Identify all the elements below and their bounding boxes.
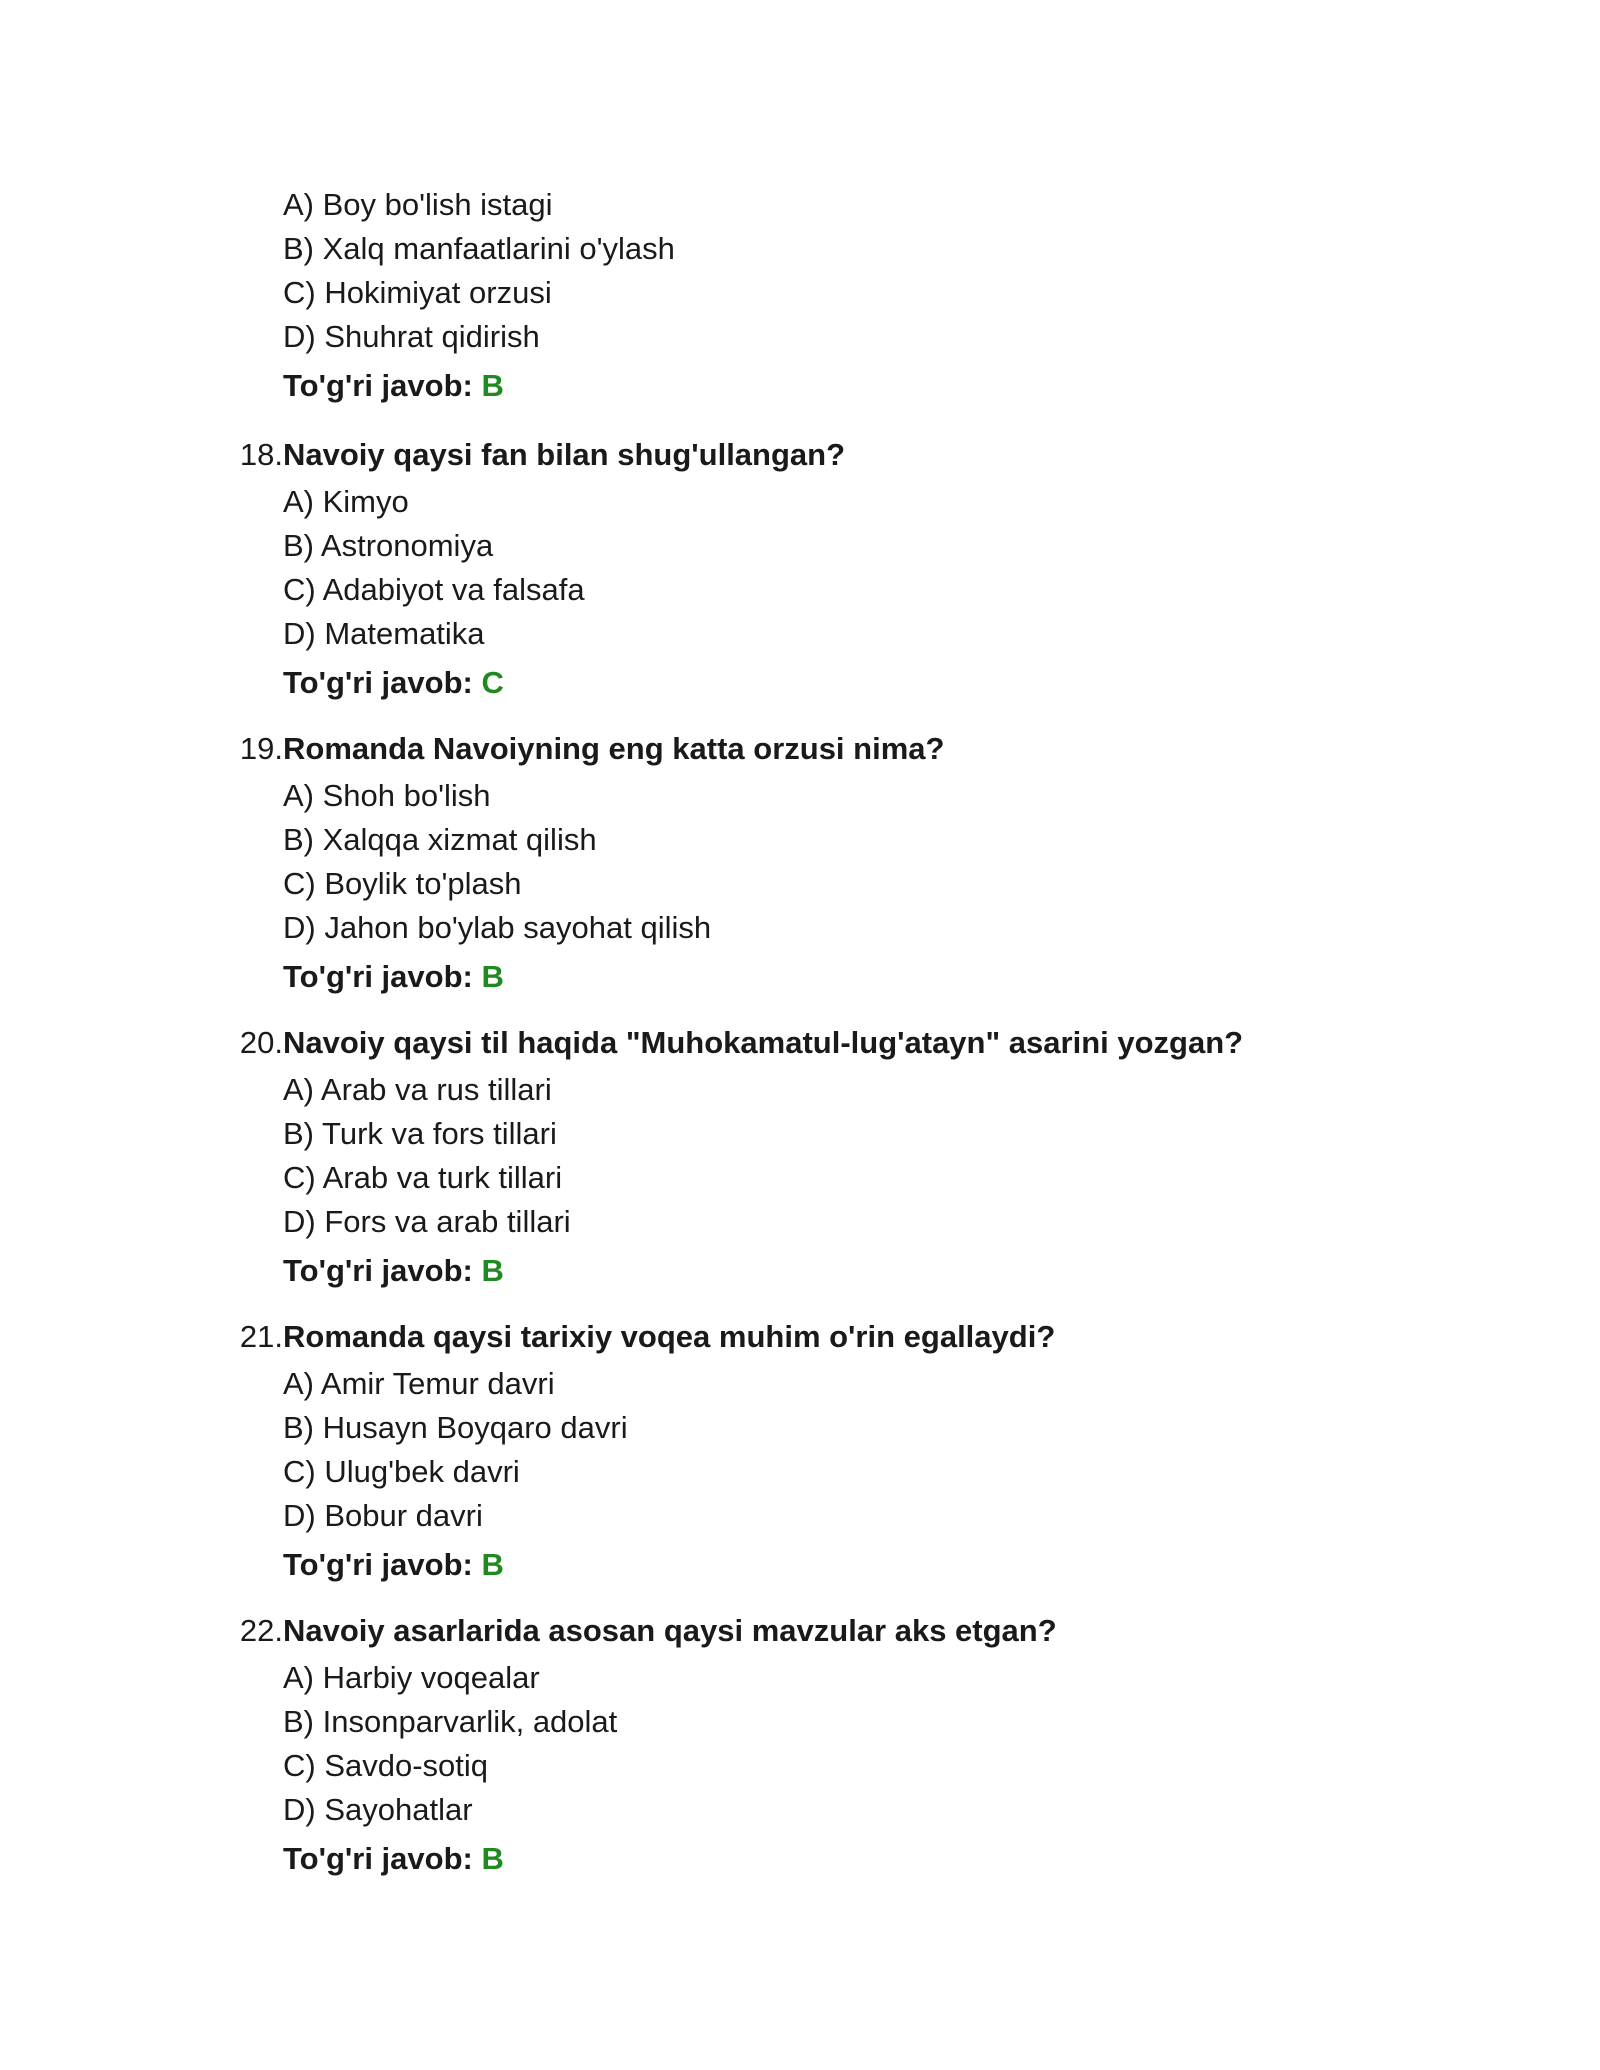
correct-answer-label: To'g'ri javob: xyxy=(283,959,473,994)
option-b: B) Husayn Boyqaro davri xyxy=(283,1410,628,1445)
correct-answer-label: To'g'ri javob: xyxy=(283,665,473,700)
correct-answer-letter: B xyxy=(481,368,504,403)
correct-answer-letter: B xyxy=(481,1547,504,1582)
question-heading xyxy=(0,724,1600,774)
correct-answer-label: To'g'ri javob: xyxy=(283,1841,473,1876)
question-22 xyxy=(0,1606,1600,1883)
question-heading xyxy=(0,430,1600,480)
correct-answer xyxy=(283,1835,1600,1883)
question-text: Navoiy qaysi til haqida "Muhokamatul-lug'atayn" asarini yozgan? xyxy=(283,1025,1244,1060)
question-heading xyxy=(0,1018,1600,1068)
correct-answer xyxy=(283,953,1600,1001)
option-b: B) Astronomiya xyxy=(283,528,494,563)
question-options xyxy=(283,1656,1600,1883)
option-b: B) Xalq manfaatlarini o'ylash xyxy=(283,231,675,266)
option-b: B) Turk va fors tillari xyxy=(283,1116,557,1151)
question-text: Romanda Navoiyning eng katta orzusi nima? xyxy=(283,731,945,766)
question-number: 22. xyxy=(239,1613,283,1648)
question-18 xyxy=(0,430,1600,707)
option-d: D) Sayohatlar xyxy=(283,1792,473,1827)
question-number: 21. xyxy=(239,1319,283,1354)
correct-answer-label: To'g'ri javob: xyxy=(283,1253,473,1288)
question-options xyxy=(283,774,1600,1001)
correct-answer-label: To'g'ri javob: xyxy=(283,368,473,403)
question-20 xyxy=(0,1018,1600,1295)
option-d: D) Fors va arab tillari xyxy=(283,1204,571,1239)
question-heading xyxy=(0,1606,1600,1656)
option-c: C) Hokimiyat orzusi xyxy=(283,275,552,310)
question-options xyxy=(283,1068,1600,1295)
option-a: A) Shoh bo'lish xyxy=(283,778,491,813)
question-number: 18. xyxy=(239,437,283,472)
option-b: B) Xalqqa xizmat qilish xyxy=(283,822,597,857)
question-options xyxy=(283,1362,1600,1589)
option-a: A) Kimyo xyxy=(283,484,409,519)
question-text: Navoiy asarlarida asosan qaysi mavzular aks etgan? xyxy=(283,1613,1057,1648)
correct-answer-letter: B xyxy=(481,959,504,994)
correct-answer xyxy=(283,659,1600,707)
option-c: C) Arab va turk tillari xyxy=(283,1160,563,1195)
question-text: Romanda qaysi tarixiy voqea muhim o'rin egallaydi? xyxy=(283,1319,1056,1354)
option-d: D) Jahon bo'ylab sayohat qilish xyxy=(283,910,712,945)
question-heading xyxy=(0,1312,1600,1362)
question-number: 20. xyxy=(239,1025,283,1060)
option-a: A) Harbiy voqealar xyxy=(283,1660,540,1695)
correct-answer-letter: B xyxy=(481,1253,504,1288)
option-c: C) Boylik to'plash xyxy=(283,866,522,901)
correct-answer xyxy=(283,1247,1600,1295)
question-number: 19. xyxy=(239,731,283,766)
question-21 xyxy=(0,1312,1600,1589)
question-19 xyxy=(0,724,1600,1001)
correct-answer xyxy=(283,362,675,410)
option-a: A) Arab va rus tillari xyxy=(283,1072,552,1107)
option-d: D) Bobur davri xyxy=(283,1498,483,1533)
option-c: C) Adabiyot va falsafa xyxy=(283,572,585,607)
correct-answer-letter: C xyxy=(481,665,504,700)
correct-answer-letter: B xyxy=(481,1841,504,1876)
correct-answer xyxy=(283,1541,1600,1589)
option-a: A) Boy bo'lish istagi xyxy=(283,187,553,222)
option-d: D) Matematika xyxy=(283,616,485,651)
question-17-continuation xyxy=(283,183,675,410)
option-b: B) Insonparvarlik, adolat xyxy=(283,1704,618,1739)
option-d: D) Shuhrat qidirish xyxy=(283,319,540,354)
question-text: Navoiy qaysi fan bilan shug'ullangan? xyxy=(283,437,846,472)
correct-answer-label: To'g'ri javob: xyxy=(283,1547,473,1582)
question-options xyxy=(283,480,1600,707)
option-a: A) Amir Temur davri xyxy=(283,1366,555,1401)
option-c: C) Ulug'bek davri xyxy=(283,1454,520,1489)
option-c: C) Savdo-sotiq xyxy=(283,1748,489,1783)
